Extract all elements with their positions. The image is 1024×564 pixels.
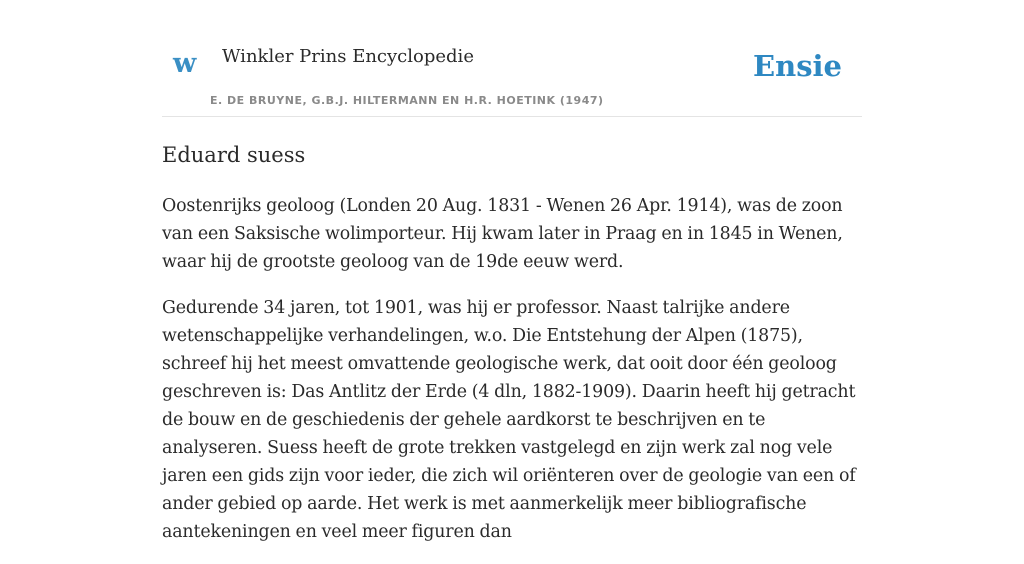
article: [162, 140, 862, 564]
winkler-prins-logo[interactable]: w: [173, 48, 197, 79]
book-authors: E. DE BRUYNE, G.B.J. HILTERMANN EN H.R. HOETINK (1947): [210, 94, 604, 107]
article-title: Eduard suess: [162, 143, 306, 167]
ensie-logo-link[interactable]: Ensie: [753, 49, 842, 83]
article-paragraph-2: Gedurende 34 jaren, tot 1901, was hij er professor. Naast talrijke andere wetenschappelijke verhandelingen, w.o. Die Entstehung der Alpen (1875), schreef hij het meest omvattende geologische werk, dat ooit door één geoloog geschreven is: Das Antlitz der Erde (4 dln, 1882-1909). Daarin heeft hij getracht de bouw en de geschiedenis der gehele aardkorst te beschrijven en te analyseren. Suess heeft de grote trekken vastgelegd en zijn werk zal nog vele jaren een gids zijn voor ieder, die zich wil oriënteren over de geologie van een of ander gebied op aarde. Het werk is met aanmerkelijk meer bibliografische aantekeningen en veel meer figuren dan: [162, 298, 856, 542]
article-paragraph-1: Oostenrijks geoloog (Londen 20 Aug. 1831 - Wenen 26 Apr. 1914), was de zoon van een Saksische wolimporteur. Hij kwam later in Praag en in 1845 in Wenen, waar hij de grootste geoloog van de 19de eeuw werd.: [162, 196, 843, 272]
book-header: [162, 0, 862, 117]
book-title-link[interactable]: Winkler Prins Encyclopedie: [222, 46, 474, 67]
